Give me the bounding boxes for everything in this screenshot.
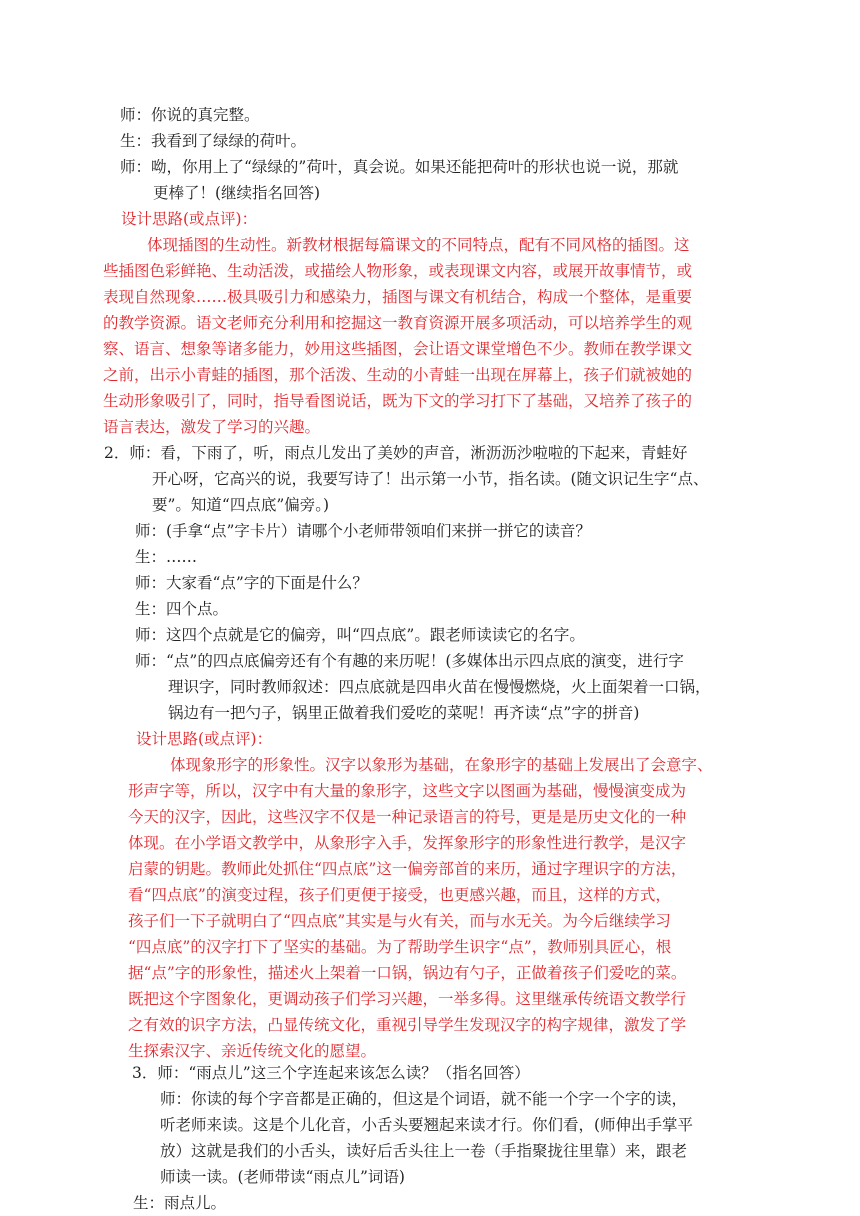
design-text-line: 启蒙的钥匙。教师此处抓住“四点底”这一偏旁部首的来历，通过字理识字的方法，	[128, 860, 687, 878]
dialogue-line: 听老师来读。这是个儿化音，小舌头要翘起来读才行。你们看，(师伸出手掌平	[160, 1116, 694, 1134]
design-heading: 设计思路(或点评)：	[136, 730, 273, 748]
dialogue-line: 2．师：看，下雨了，听，雨点儿发出了美妙的声音，淅沥沥沙啦啦的下起来，青蛙好	[104, 444, 688, 462]
design-heading: 设计思路(或点评)：	[121, 210, 258, 228]
dialogue-line: 开心呀，它高兴的说，我要写诗了！出示第一小节，指名读。(随文识记生字“点、	[152, 470, 709, 488]
dialogue-line: 要”。知道“四点底”偏旁。)	[152, 496, 330, 514]
design-text-line: 看“四点底”的演变过程，孩子们更便于接受，也更感兴趣，而且，这样的方式，	[128, 886, 671, 904]
design-text-line: 生动形象吸引了，同时，指导看图说话，既为下文的学习打下了基础，又培养了孩子的	[103, 392, 693, 410]
dialogue-line: 师：你说的真完整。	[120, 106, 260, 124]
design-text-line: 之前，出示小青蛙的插图，那个活泼、生动的小青蛙一出现在屏幕上，孩子们就被她的	[103, 366, 693, 384]
design-text-line: 既把这个字图象化，更调动孩子们学习兴趣，一举多得。这里继承传统语文教学行	[128, 990, 687, 1008]
design-text-line: 体现象形字的形象性。汉字以象形为基础，在象形字的基础上发展出了会意字、	[170, 756, 713, 774]
design-text-line: 孩子们一下子就明白了“四点底”其实是与火有关，而与水无关。为今后继续学习	[128, 912, 671, 930]
design-text-line: 些插图色彩鲜艳、生动活泼，或描绘人物形象，或表现课文内容，或展开故事情节，或	[103, 262, 693, 280]
design-text-line: 生探索汉字、亲近传统文化的愿望。	[128, 1042, 377, 1060]
design-text-line: 体现。在小学语文教学中，从象形字入手，发挥象形字的形象性进行教学，是汉字	[128, 834, 687, 852]
dialogue-line: 师：(手拿“点”字卡片）请哪个小老师带领咱们来拼一拼它的读音？	[135, 522, 591, 540]
dialogue-line: 生：四个点。	[135, 600, 229, 618]
design-text-line: “四点底”的汉字打下了坚实的基础。为了帮助学生识字“点”，教师别具匠心，根	[128, 938, 672, 956]
design-text-line: 体现插图的生动性。新教材根据每篇课文的不同特点，配有不同风格的插图。这	[147, 236, 690, 254]
dialogue-line: 师：呦，你用上了“绿绿的”荷叶，真会说。如果还能把荷叶的形状也说一说，那就	[120, 158, 679, 176]
dialogue-line: 师：“点”的四点底偏旁还有个有趣的来历呢！(多媒体出示四点底的演变，进行字	[135, 652, 684, 670]
dialogue-line: 生：……	[135, 548, 198, 566]
design-text-line: 据“点”字的形象性，描述火上架着一口锅，锅边有勺子，正做着孩子们爱吃的菜。	[128, 964, 687, 982]
design-text-line: 之有效的识字方法，凸显传统文化，重视引导学生发现汉字的构字规律，激发了学	[128, 1016, 687, 1034]
dialogue-line: 放）这就是我们的小舌头，读好后舌头往上一卷（手指聚拢往里靠）来，跟老	[160, 1142, 688, 1160]
dialogue-line: 师：这四个点就是它的偏旁，叫“四点底”。跟老师读读它的名字。	[135, 626, 585, 644]
dialogue-line: 锅边有一把勺子，锅里正做着我们爱吃的菜呢！再齐读“点”字的拼音)	[168, 704, 640, 722]
dialogue-line: 更棒了！(继续指名回答)	[153, 184, 321, 202]
design-text-line: 今天的汉字，因此，这些汉字不仅是一种记录语言的符号，更是是历史文化的一种	[128, 808, 687, 826]
dialogue-line: 师：你读的每个字音都是正确的，但这是个词语，就不能一个字一个字的读，	[160, 1090, 688, 1108]
dialogue-line: 生：我看到了绿绿的荷叶。	[120, 132, 307, 150]
dialogue-line: 师读一读。(老师带读“雨点儿”词语)	[160, 1168, 405, 1186]
dialogue-line: 生：雨点儿。	[133, 1194, 227, 1212]
design-text-line: 表现自然现象……极具吸引力和感染力，插图与课文有机结合，构成一个整体，是重要	[103, 288, 693, 306]
design-text-line: 察、语言、想象等诸多能力，妙用这些插图，会让语文课堂增色不少。教师在教学课文	[103, 340, 693, 358]
dialogue-line: 理识字，同时教师叙述：四点底就是四串火苗在慢慢燃烧，火上面架着一口锅，	[168, 678, 711, 696]
dialogue-line: 3．师：“雨点儿”这三个字连起来该怎么读？（指名回答）	[132, 1064, 530, 1082]
design-text-line: 的教学资源。语文老师充分利用和挖掘这一教育资源开展多项活动，可以培养学生的观	[103, 314, 693, 332]
design-text-line: 语言表达，激发了学习的兴趣。	[103, 418, 321, 436]
dialogue-line: 师：大家看“点”字的下面是什么？	[135, 574, 368, 592]
design-text-line: 形声字等，所以，汉字中有大量的象形字，这些文字以图画为基础，慢慢演变成为	[128, 782, 687, 800]
